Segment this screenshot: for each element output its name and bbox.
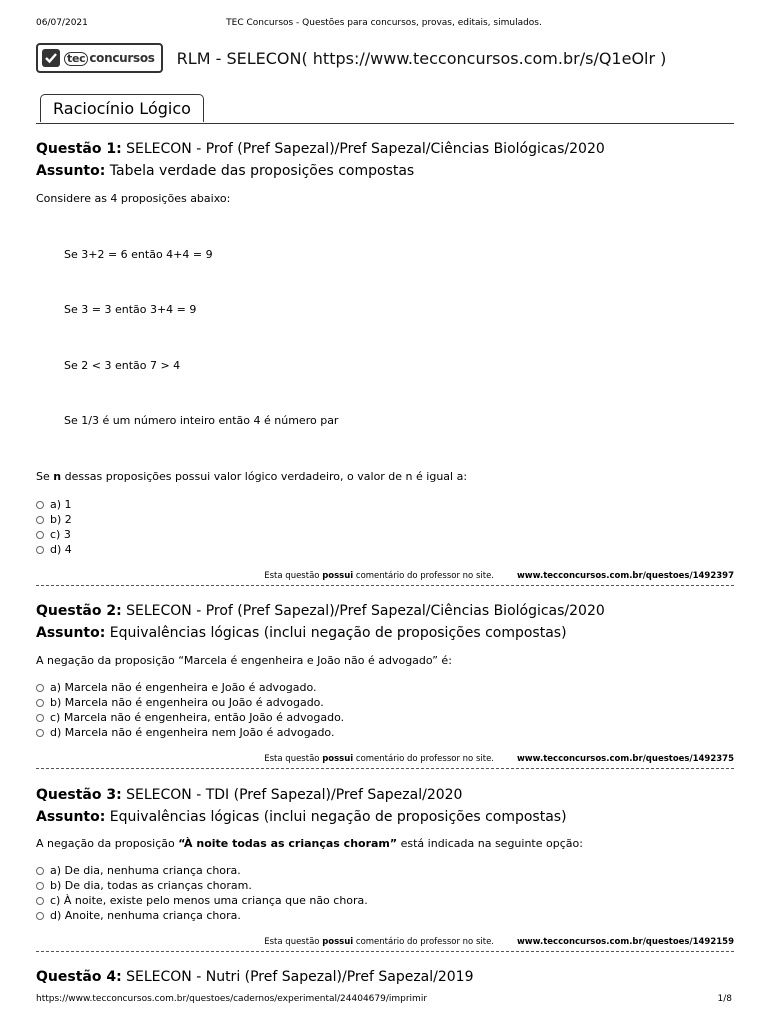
option-b[interactable]: b) De dia, todas as crianças choram. (36, 878, 734, 893)
question-header: Questão 4: SELECON - Nutri (Pref Sapezal)/Pref Sapezal/2019 (36, 969, 474, 985)
radio-icon[interactable] (36, 516, 44, 524)
option-c[interactable]: c) À noite, existe pelo menos uma criança que não chora. (36, 893, 734, 908)
option-c[interactable]: c) 3 (36, 527, 734, 542)
question-subject: Assunto: Tabela verdade das proposições compostas (36, 163, 415, 179)
print-footer (36, 994, 732, 1006)
brand-row (36, 44, 666, 72)
comment-note: Esta questão possui comentário do professor no site. (264, 754, 494, 764)
question-link[interactable]: www.tecconcursos.com.br/questoes/1492397 (516, 571, 734, 581)
question-1-footer (36, 571, 734, 583)
notebook-title: RLM - SELECON( https://www.tecconcursos.com.br/s/Q1eOlr ) (176, 48, 667, 68)
option-b[interactable]: b) Marcela não é engenheira ou João é advogado. (36, 695, 734, 710)
comment-note: Esta questão possui comentário do professor no site. (264, 571, 494, 581)
question-link[interactable]: www.tecconcursos.com.br/questoes/1492159 (516, 937, 734, 947)
radio-icon[interactable] (36, 531, 44, 539)
question-1-intro: Considere as 4 proposições abaixo: (36, 192, 231, 205)
dotted-divider (36, 951, 734, 952)
section-tab: Raciocínio Lógico (40, 94, 204, 122)
section-divider (36, 123, 734, 124)
dotted-divider (36, 585, 734, 586)
question-header: Questão 1: SELECON - Prof (Pref Sapezal)/Pref Sapezal/Ciências Biológicas/2020 (36, 141, 605, 157)
question-1 (36, 138, 734, 182)
print-date: 06/07/2021 (36, 18, 88, 28)
tecconcursos-logo (36, 43, 163, 73)
proposition: Se 1/3 é um número inteiro então 4 é número par (64, 414, 339, 427)
radio-icon[interactable] (36, 546, 44, 554)
question-2 (36, 600, 734, 644)
question-4 (36, 966, 734, 988)
print-url: https://www.tecconcursos.com.br/questoes/cadernos/experimental/24404679/imprimir (36, 994, 428, 1004)
checkmark-icon (42, 49, 60, 67)
radio-icon[interactable] (36, 867, 44, 875)
option-d[interactable]: d) 4 (36, 542, 734, 557)
question-3-options (36, 863, 734, 923)
radio-icon[interactable] (36, 714, 44, 722)
question-1-options (36, 497, 734, 557)
option-d[interactable]: d) Marcela não é engenheira nem João é advogado. (36, 725, 734, 740)
question-2-prompt: A negação da proposição “Marcela é engenheira e João não é advogado” é: (36, 654, 452, 667)
question-header: Questão 2: SELECON - Prof (Pref Sapezal)/Pref Sapezal/Ciências Biológicas/2020 (36, 603, 605, 619)
option-d[interactable]: d) Anoite, nenhuma criança chora. (36, 908, 734, 923)
dotted-divider (36, 768, 734, 769)
option-a[interactable]: a) Marcela não é engenheira e João é advogado. (36, 680, 734, 695)
question-subject: Assunto: Equivalências lógicas (inclui negação de proposições compostas) (36, 625, 567, 641)
radio-icon[interactable] (36, 699, 44, 707)
radio-icon[interactable] (36, 729, 44, 737)
radio-icon[interactable] (36, 912, 44, 920)
print-page-title: TEC Concursos - Questões para concursos, provas, editais, simulados. (226, 18, 542, 28)
question-3-footer (36, 937, 734, 949)
option-b[interactable]: b) 2 (36, 512, 734, 527)
radio-icon[interactable] (36, 897, 44, 905)
proposition: Se 3 = 3 então 3+4 = 9 (64, 303, 197, 316)
question-3 (36, 784, 734, 828)
question-link[interactable]: www.tecconcursos.com.br/questoes/1492375 (516, 754, 734, 764)
page-number: 1/8 (717, 994, 732, 1004)
radio-icon[interactable] (36, 684, 44, 692)
question-1-prompt: Se n dessas proposições possui valor lógico verdadeiro, o valor de n é igual a: (36, 470, 468, 483)
question-subject: Assunto: Equivalências lógicas (inclui negação de proposições compostas) (36, 809, 567, 825)
question-2-options (36, 680, 734, 740)
proposition: Se 2 < 3 então 7 > 4 (64, 359, 181, 372)
proposition: Se 3+2 = 6 então 4+4 = 9 (64, 248, 213, 261)
option-a[interactable]: a) 1 (36, 497, 734, 512)
print-header (36, 18, 732, 32)
radio-icon[interactable] (36, 882, 44, 890)
comment-note: Esta questão possui comentário do professor no site. (264, 937, 494, 947)
option-a[interactable]: a) De dia, nenhuma criança chora. (36, 863, 734, 878)
question-header: Questão 3: SELECON - TDI (Pref Sapezal)/Pref Sapezal/2020 (36, 787, 463, 803)
question-2-footer (36, 754, 734, 766)
option-c[interactable]: c) Marcela não é engenheira, então João é advogado. (36, 710, 734, 725)
logo-wordmark: tec concursos (64, 51, 155, 66)
radio-icon[interactable] (36, 501, 44, 509)
question-3-prompt: A negação da proposição “À noite todas as crianças choram” está indicada na seguinte opção: (36, 837, 583, 850)
